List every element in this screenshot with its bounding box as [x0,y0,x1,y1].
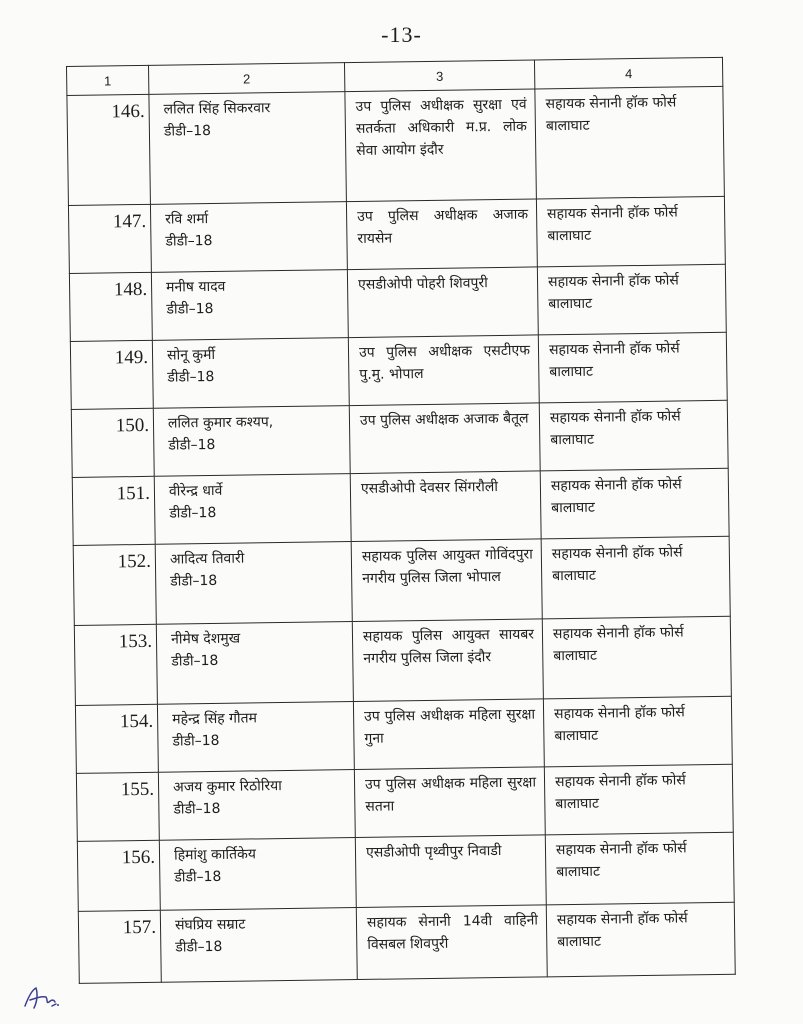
table-row [71,400,728,477]
new-posting: सहायक सेनानी हॉक फोर्स बालाघाट [535,86,725,199]
table-row [67,86,724,205]
new-posting: सहायक सेनानी हॉक फोर्स बालाघाट [539,400,728,471]
officer-name: नीमेष देशमुख [170,630,241,648]
officer-cell [159,838,356,911]
current-posting: उप पुलिस अधीक्षक सुरक्षा एवं सतर्कता अधिकारी म.प्र. लोक सेवा आयोग इंदौर [345,89,537,202]
new-posting: सहायक सेनानी हॉक फोर्स बालाघाट [541,536,730,619]
new-posting: सहायक सेनानी हॉक फोर्स बालाघाट [536,196,725,267]
current-posting: सहायक सेनानी 14वी वाहिनी विसबल शिवपुरी [356,905,547,980]
officer-cell [151,270,348,341]
serial-number: 156. [77,840,160,911]
posting-table [66,57,736,984]
page-number: -13- [381,22,422,47]
officer-code: डीडी–18 [170,572,218,590]
current-posting: एसडीओपी पोहरी शिवपुरी [347,267,538,338]
officer-cell [150,202,347,273]
table-row [69,264,726,341]
officer-cell [149,92,347,205]
officer-name: ललित कुमार कश्यप, [167,414,274,432]
new-posting: सहायक सेनानी हॉक फोर्स बालाघाट [546,902,735,977]
table-row [75,696,732,773]
officer-name: अजय कुमार रिठोरिया [172,778,282,796]
new-posting: सहायक सेनानी हॉक फोर्स बालाघाट [537,264,726,335]
table-row [78,902,735,983]
officer-code: डीडी–18 [173,800,221,818]
officer-name: ललित सिंह सिकरवार [163,100,271,118]
officer-cell [160,908,357,983]
officer-name: महेन्द्र सिंह गौतम [172,710,258,728]
officer-code: डीडी–18 [169,504,217,522]
officer-code: डीडी–18 [175,938,223,956]
table-row [77,832,734,911]
table-row [68,196,725,273]
officer-code: डीडी–18 [168,436,216,454]
officer-cell [153,406,350,477]
serial-number: 154. [75,704,158,773]
column-header-4: 4 [534,57,722,89]
serial-number: 157. [78,910,161,983]
officer-code: डीडी–18 [165,232,213,250]
column-header-1: 1 [67,65,149,95]
officer-name: आदित्य तिवारी [169,550,245,568]
new-posting: सहायक सेनानी हॉक फोर्स बालाघाट [545,832,734,905]
current-posting: उप पुलिस अधीक्षक अजाक रायसेन [346,199,537,270]
officer-cell [156,622,353,705]
serial-number: 148. [69,272,152,341]
officer-code: डीडी–18 [171,652,219,670]
current-posting: सहायक पुलिस आयुक्त सायबर नगरीय पुलिस जिला इंदौर [352,619,543,702]
serial-number: 149. [70,340,153,409]
new-posting: सहायक सेनानी हॉक फोर्स बालाघाट [542,616,731,699]
serial-number: 147. [68,204,151,273]
officer-code: डीडी–18 [172,732,220,750]
serial-number: 152. [73,544,156,625]
serial-number: 151. [72,476,155,545]
current-posting: एसडीओपी पृथ्वीपुर निवाडी [355,835,546,908]
posting-table-container [66,57,735,984]
table-row [70,332,727,409]
officer-name: सोनू कुर्मी [166,346,216,364]
current-posting: एसडीओपी देवसर सिंगरौली [350,471,541,542]
handwritten-initials [22,984,62,1012]
officer-name: हिमांशु कार्तिकेय [173,846,257,864]
officer-code: डीडी–18 [166,300,214,318]
officer-cell [154,474,351,545]
new-posting: सहायक सेनानी हॉक फोर्स बालाघाट [538,332,727,403]
officer-cell [158,770,355,841]
officer-code: डीडी–18 [167,368,215,386]
table-row [73,536,730,625]
table-row [76,764,733,841]
current-posting: उप पुलिस अधीक्षक एसटीएफ पु.मु. भोपाल [348,335,539,406]
current-posting: उप पुलिस अधीक्षक अजाक बैतूल [349,403,540,474]
column-header-3: 3 [344,60,534,92]
new-posting: सहायक सेनानी हॉक फोर्स बालाघाट [544,764,733,835]
current-posting: उप पुलिस अधीक्षक महिला सुरक्षा गुना [353,699,544,770]
column-header-2: 2 [148,63,344,95]
current-posting: सहायक पुलिस आयुक्त गोविंदपुरा नगरीय पुलिस जिला भोपाल [351,539,542,622]
serial-number: 146. [67,94,151,205]
serial-number: 153. [74,624,157,705]
officer-name: मनीष यादव [165,278,226,296]
officer-name: रवि शर्मा [165,211,209,228]
new-posting: सहायक सेनानी हॉक फोर्स बालाघाट [543,696,732,767]
officer-name: वीरेन्द्र धार्वे [168,482,223,500]
table-row [72,468,729,545]
officer-name: संघप्रिय सम्राट [174,916,246,934]
officer-cell [155,542,352,625]
officer-cell [157,702,354,773]
serial-number: 155. [76,772,159,841]
table-row [74,616,731,705]
new-posting: सहायक सेनानी हॉक फोर्स बालाघाट [540,468,729,539]
officer-code: डीडी–18 [163,122,212,140]
officer-code: डीडी–18 [174,868,222,886]
serial-number: 150. [71,408,154,477]
current-posting: उप पुलिस अधीक्षक महिला सुरक्षा सतना [354,767,545,838]
officer-cell [152,338,349,409]
